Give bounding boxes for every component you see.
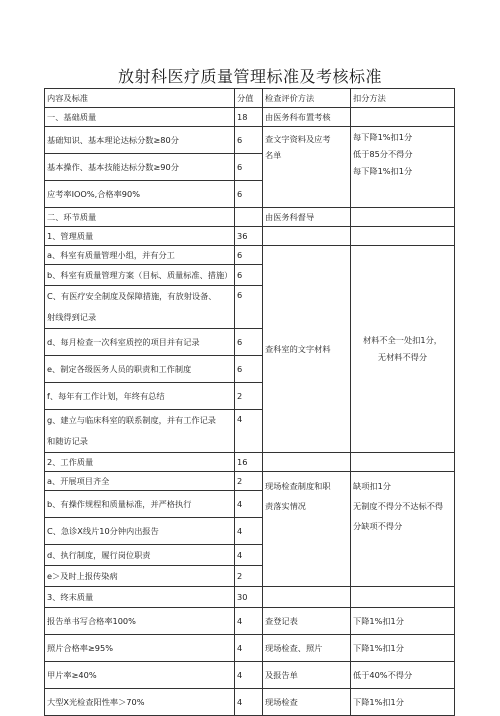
row-deduct: 下降1%扣1分 [351, 635, 455, 662]
table-row [45, 127, 455, 154]
row-content-line: 射线得到记录 [47, 312, 97, 322]
table-row [45, 608, 455, 635]
row-score: 4 [235, 491, 263, 518]
row-method: 现场检查、照片 [263, 635, 351, 662]
row-score: 6 [235, 127, 263, 154]
basic-method-line: 名单 [265, 150, 282, 160]
row-score: 4 [235, 518, 263, 545]
row-deduct: 下降1%扣1分 [351, 608, 455, 635]
table-row [45, 453, 455, 472]
table-row [45, 635, 455, 662]
row-deduct [351, 227, 455, 246]
row-content [45, 286, 235, 329]
basic-method-cell [263, 127, 351, 208]
row-content: a、开展项目齐全 [45, 472, 235, 491]
row-score: 36 [235, 227, 263, 246]
work-deduct-line: 无制度不得分不达标不得 [353, 501, 444, 511]
table-row [45, 587, 455, 608]
row-score: 6 [235, 286, 263, 329]
table-row [45, 689, 455, 716]
row-content: e＞及时上报传染病 [45, 566, 235, 587]
row-method: 及报告单 [263, 662, 351, 689]
table-row [45, 246, 455, 265]
basic-deduct-line: 低于85分不得分 [353, 149, 413, 159]
row-deduct [351, 208, 455, 227]
basic-deduct-line: 每下降1%扣1分 [353, 132, 413, 142]
row-content: a、科室有质量管理小组，并有分工 [45, 246, 235, 265]
row-content: d、执行制度，履行岗位职责 [45, 545, 235, 566]
header-content: 内容及标准 [45, 89, 235, 108]
row-score [235, 208, 263, 227]
table-row [45, 208, 455, 227]
table-row [45, 227, 455, 246]
row-content: 3、终末质量 [45, 587, 235, 608]
row-content [45, 410, 235, 453]
row-content: 2、工作质量 [45, 453, 235, 472]
row-score: 6 [235, 329, 263, 356]
row-score: 6 [235, 246, 263, 265]
row-score: 6 [235, 356, 263, 383]
row-score: 4 [235, 545, 263, 566]
table-row [45, 472, 455, 491]
work-method-line: 责落实情况 [265, 501, 306, 511]
row-score: 2 [235, 472, 263, 491]
row-content-line: g、建立与临床科室的联系制度，并有工作记录 [47, 415, 216, 425]
work-deduct-line: 缺项扣1分 [353, 481, 391, 491]
row-content: 应考率IOO%,合格率90% [45, 181, 235, 208]
basic-method-line: 查文字资料及应考 [265, 134, 331, 144]
row-score: 4 [235, 608, 263, 635]
row-score: 2 [235, 383, 263, 410]
header-score: 分值 [235, 89, 263, 108]
row-content-line: C、有医疗安全制度及保障措施，有放射设备、 [47, 291, 217, 301]
row-method [263, 587, 351, 608]
row-content: e、制定各级医务人员的职责和工作制度 [45, 356, 235, 383]
row-score: 18 [235, 108, 263, 127]
row-method: 查登记表 [263, 608, 351, 635]
table-row [45, 662, 455, 689]
row-score: 4 [235, 662, 263, 689]
row-method: 由医务科布置考核 [263, 108, 351, 127]
row-score: 4 [235, 689, 263, 716]
mgmt-deduct-cell [351, 246, 455, 453]
row-content: 报告单书写合格率100% [45, 608, 235, 635]
row-deduct: 低于40%不得分 [351, 662, 455, 689]
row-score: 6 [235, 181, 263, 208]
row-content: b、有操作规程和质量标准，并严格执行 [45, 491, 235, 518]
row-content: b、科室有质量管理方案（目标、质量标准、措施） [45, 265, 235, 286]
row-score: 16 [235, 453, 263, 472]
row-content: f、每年有工作计划，年终有总结 [45, 383, 235, 410]
row-content: 甲片率≥40% [45, 662, 235, 689]
table-row [45, 108, 455, 127]
basic-deduct-cell [351, 127, 455, 208]
row-score: 30 [235, 587, 263, 608]
row-content: d、每月检查一次科室质控的项目并有记录 [45, 329, 235, 356]
work-deduct-line: 分缺项不得分 [353, 521, 403, 531]
header-deduct: 扣分方法 [351, 89, 455, 108]
work-deduct-cell [351, 472, 455, 587]
row-content: 一、基础质量 [45, 108, 235, 127]
row-deduct [351, 587, 455, 608]
row-content: 基础知识、基本理论达标分数≥80分 [45, 127, 235, 154]
row-content-line: 和随访记录 [47, 436, 88, 446]
header-method: 检查评价方法 [263, 89, 351, 108]
row-method: 现场检查 [263, 689, 351, 716]
table-header-row [45, 89, 455, 108]
mgmt-method-cell: 查科室的文字材料 [263, 246, 351, 453]
row-content: 照片合格率≥95% [45, 635, 235, 662]
work-method-line: 现场检查制度和职 [265, 481, 331, 491]
row-score: 4 [235, 410, 263, 453]
row-deduct [351, 108, 455, 127]
row-deduct: 下降1%扣1分 [351, 689, 455, 716]
row-content: 二、环节质量 [45, 208, 235, 227]
row-score: 6 [235, 154, 263, 181]
mgmt-deduct-line: 无材料不得分 [377, 352, 428, 362]
row-score: 6 [235, 265, 263, 286]
row-content: 基本操作、基本技能达标分数≥90分 [45, 154, 235, 181]
standards-table [44, 88, 455, 716]
mgmt-deduct-line: 材料不全一处扣1分， [363, 335, 442, 345]
page-title: 放射科医疗质量管理标准及考核标准 [117, 67, 382, 86]
row-score: 2 [235, 566, 263, 587]
row-deduct [351, 453, 455, 472]
row-content: 1、管理质量 [45, 227, 235, 246]
row-method [263, 227, 351, 246]
row-method [263, 453, 351, 472]
row-content: 大型X光检查阳性率＞70% [45, 689, 235, 716]
row-content: C、急诊X线片10分钟内出报告 [45, 518, 235, 545]
basic-deduct-line: 每下降1%扣1分 [353, 166, 413, 176]
row-score: 4 [235, 635, 263, 662]
row-method: 由医务科督导 [263, 208, 351, 227]
work-method-cell [263, 472, 351, 587]
